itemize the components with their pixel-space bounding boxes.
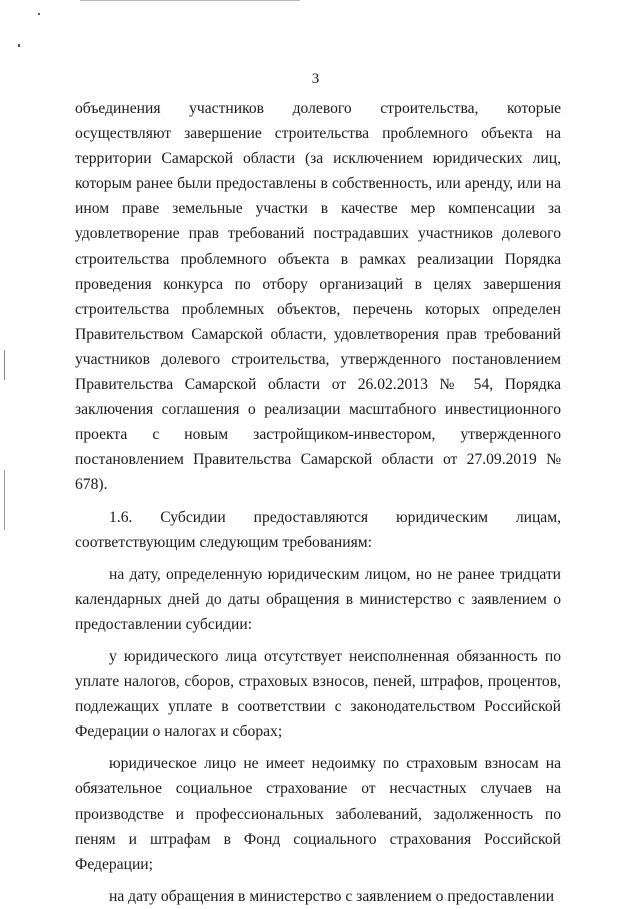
scan-artifact [4,470,5,530]
paragraph-clause-1-6: 1.6. Субсидии предоставляются юридическим лицам, соответствующим следующим требованиям: [75,508,561,551]
paragraph-insurance-arrears: юридическое лицо не имеет недоимку по страховым взносам на обязательное социальное страхование от несчастных случаев на производстве и профессиональных заболеваний, задолженность по пеням и штрафам в Фонд социального страхования Российской Федерации; [75,755,561,873]
paragraph-application-date: на дату обращения в министерство с заявлением о предоставлении [109,887,555,905]
document-body [75,96,561,909]
scan-artifact [80,0,300,1]
scan-artifact [18,44,20,47]
scan-artifact [38,13,40,15]
paragraph-date-requirement: на дату, определенную юридическим лицом, но не ранее тридцати календарных дней до даты обращения в министерство с заявлением о предоставлении субсидии: [75,565,561,633]
paragraph-continuation: объединения участников долевого строительства, которые осуществляют завершение строительства проблемного объекта на территории Самарской области (за исключением юридических лиц, которым ранее были предоставлены в собственность, или аренду, или на ином праве земельные участки в качестве мер компенсации за удовлетворение прав требований пострадавших участников долевого строительства проблемного объекта в рамках реализации Порядка проведения конкурса по отбору организаций в целях завершения строительства проблемных объектов, перечень которых определен Правительством Самарской области, удовлетворения прав требований участников долевого строительства, утвержденного постановлением Правительства Самарской области от 26.02.2013 № 54, Порядка заключения соглашения о реализации масштабного инвестиционного проекта с новым застройщиком-инвестором, утвержденного постановлением Правительства Самарской области от 27.09.2019 № 678). [75,100,561,494]
paragraph-tax-obligation: у юридического лица отсутствует неисполненная обязанность по уплате налогов, сборов, страховых взносов, пеней, штрафов, процентов, подлежащих уплате в соответствии с законодательством Российской Федерации о налогах и сборах; [75,647,561,741]
scan-artifact [4,350,5,380]
page-number: 3 [311,71,320,87]
